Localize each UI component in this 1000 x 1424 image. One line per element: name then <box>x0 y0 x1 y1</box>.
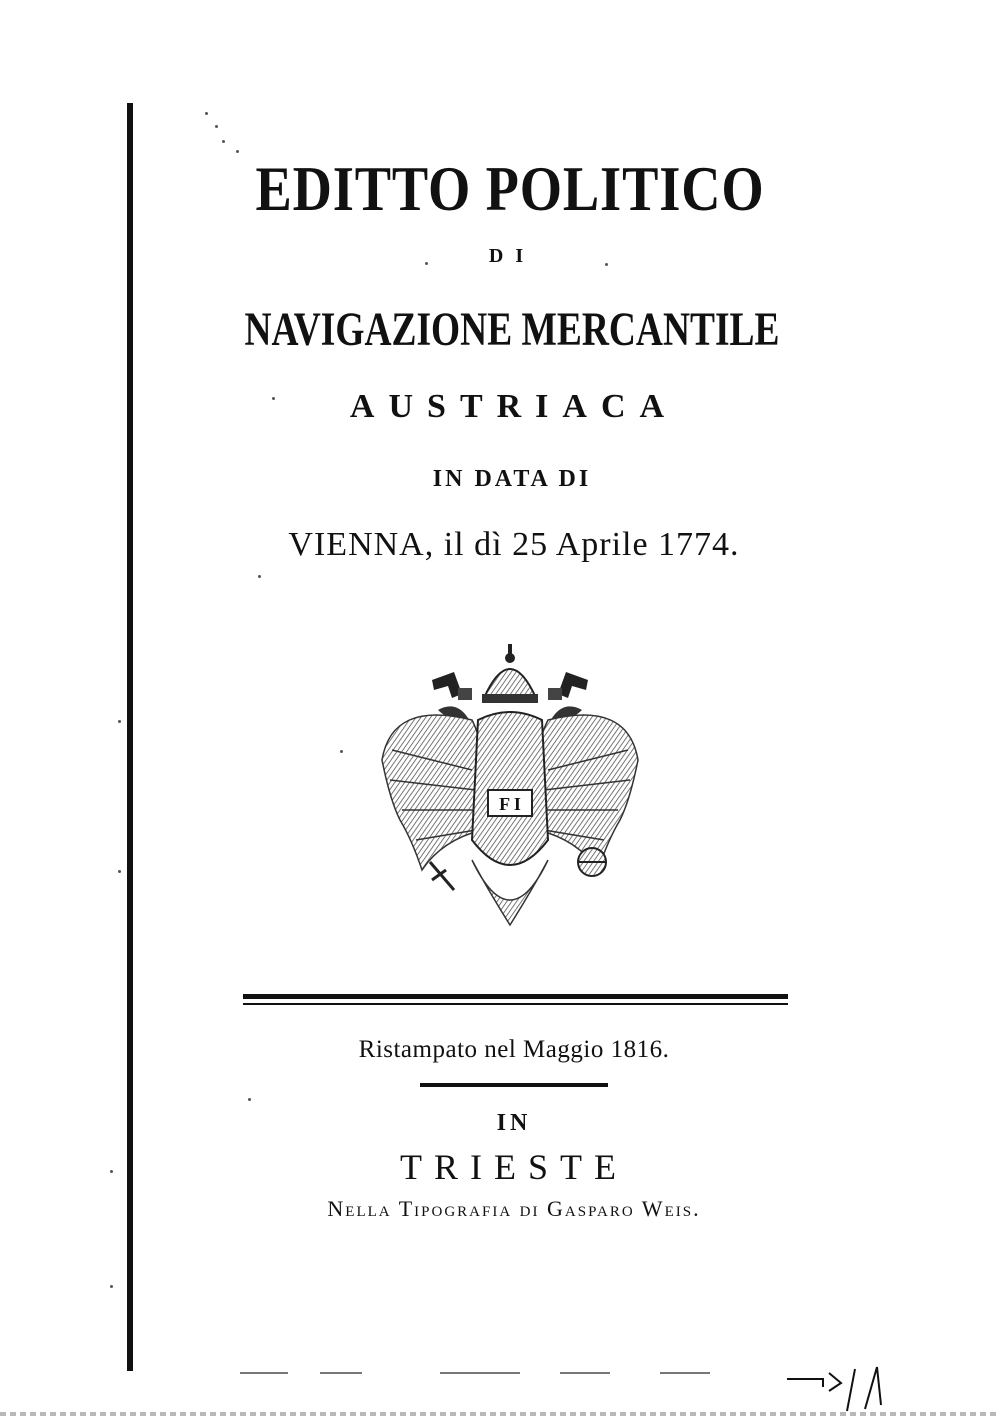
title-date-place: VIENNA, il dì 25 Aprile 1774. <box>288 526 740 563</box>
bottom-dash-4 <box>560 1372 610 1374</box>
orb-icon <box>578 848 606 876</box>
double-headed-eagle-crest <box>372 640 648 930</box>
imprint-in: IN <box>496 1110 532 1136</box>
imprint-city: TRIESTE <box>400 1147 628 1187</box>
eagle-body <box>472 712 548 865</box>
double-rule-divider <box>243 994 788 1006</box>
title-main: EDITTO POLITICO <box>255 153 765 224</box>
bottom-dash-3 <box>440 1372 520 1374</box>
short-rule-divider <box>420 1083 608 1087</box>
handwritten-shelfmark <box>785 1365 900 1415</box>
title-connector: DI <box>488 245 536 267</box>
imprint-printer: Nella Tipografia di Gasparo Weis. <box>327 1196 701 1221</box>
eagle-tail <box>472 860 548 925</box>
right-wing <box>535 715 638 870</box>
page-bottom-edge <box>0 1412 1000 1416</box>
title-subject: NAVIGAZIONE MERCANTILE <box>244 303 780 356</box>
reprint-note: Ristampato nel Maggio 1816. <box>358 1036 670 1063</box>
sword-icon <box>430 862 454 890</box>
crown-icon <box>482 644 538 703</box>
bottom-dash-2 <box>320 1372 362 1374</box>
bottom-dash-1 <box>240 1372 288 1374</box>
title-date-intro: IN DATA DI <box>432 466 592 492</box>
title-qualifier: AUSTRIACA <box>349 388 679 425</box>
emblem-monogram: F I <box>499 794 521 814</box>
bottom-dash-5 <box>660 1372 710 1374</box>
left-wing <box>382 715 485 870</box>
